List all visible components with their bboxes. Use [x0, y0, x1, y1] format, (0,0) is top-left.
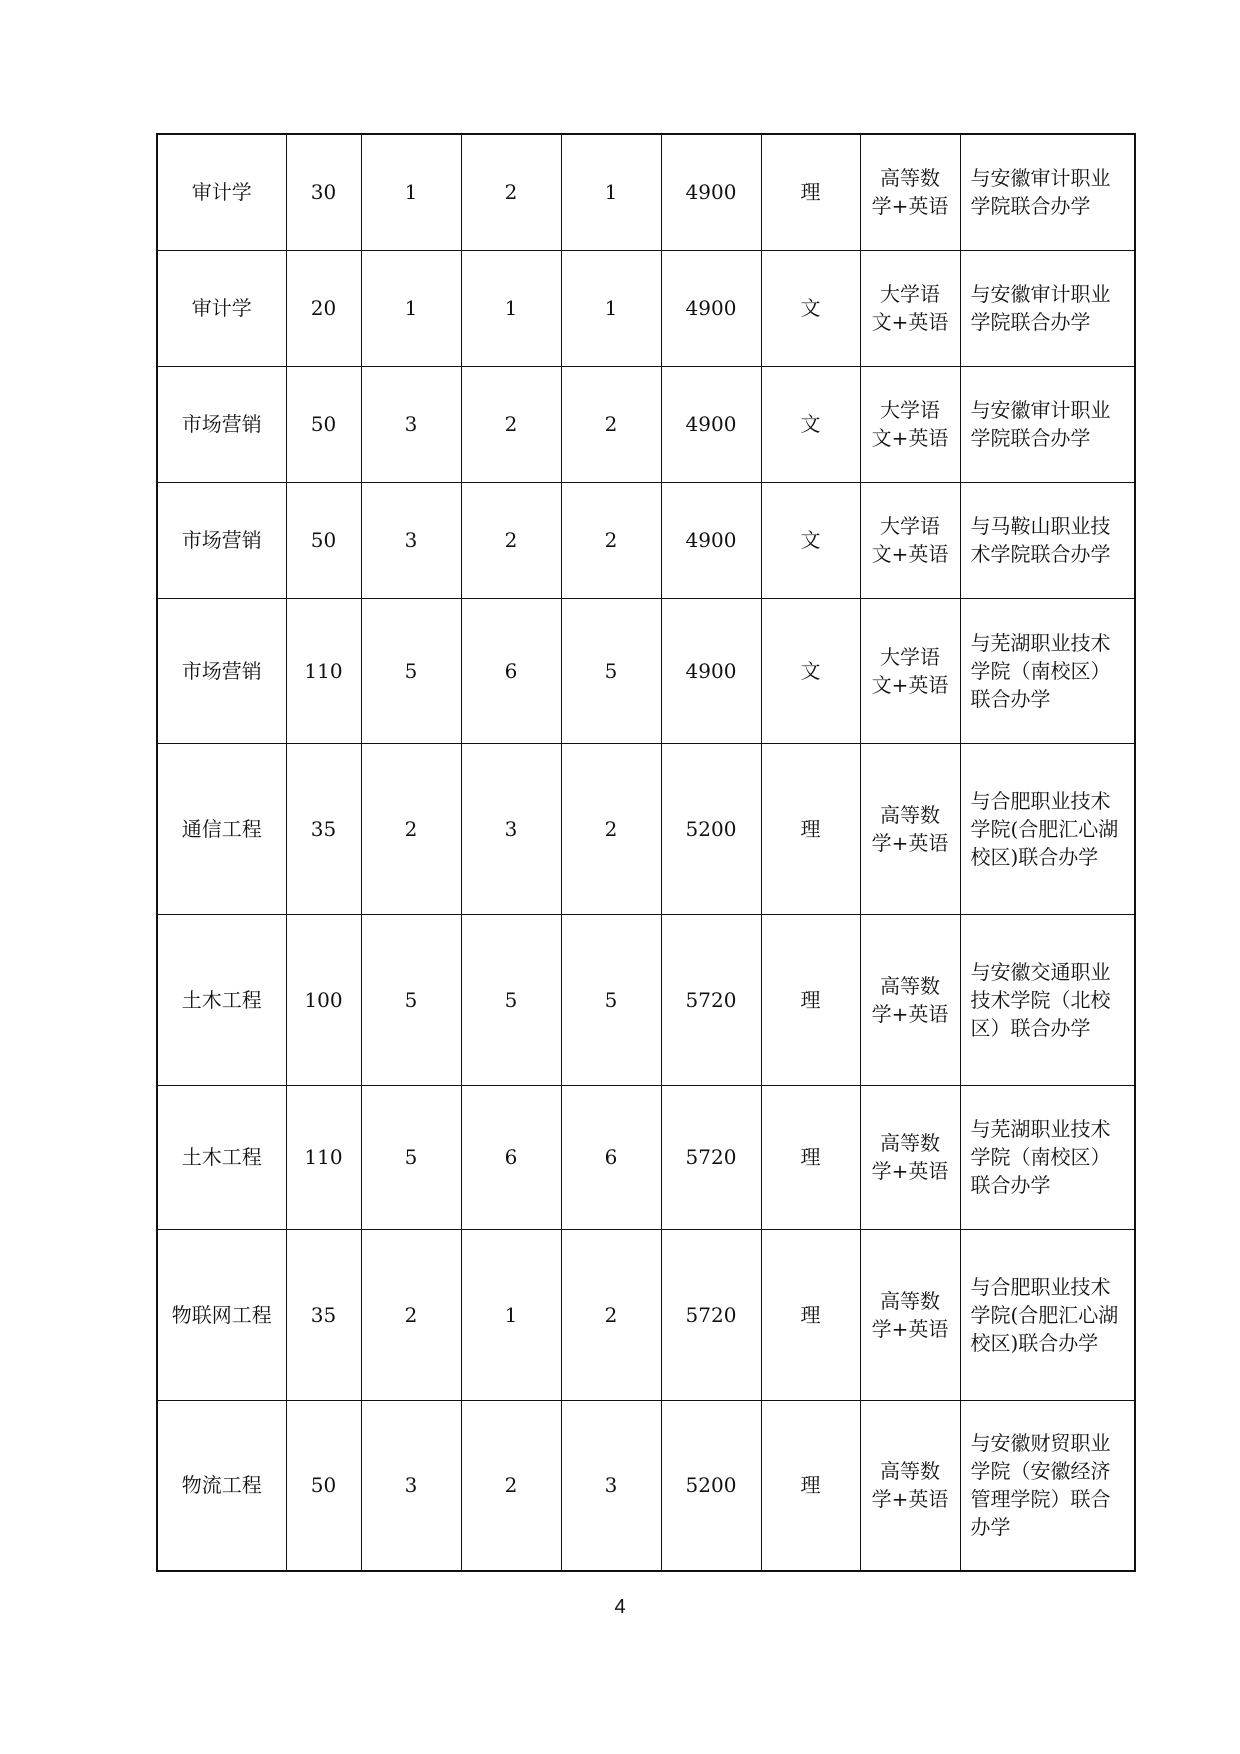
count-cell-1: 2 [361, 1229, 461, 1400]
note-cell: 与安徽交通职业技术学院（北校区）联合办学 [960, 914, 1135, 1085]
subjects-cell: 高等数学+英语 [860, 1085, 960, 1229]
plan-cell: 35 [286, 1229, 361, 1400]
note-cell: 与安徽财贸职业学院（安徽经济管理学院）联合办学 [960, 1400, 1135, 1571]
count-cell-3: 2 [561, 366, 661, 482]
plan-cell: 50 [286, 366, 361, 482]
count-cell-2: 2 [461, 134, 561, 250]
subjects-cell: 高等数学+英语 [860, 1400, 960, 1571]
table-row [157, 743, 1135, 914]
count-cell-1: 5 [361, 914, 461, 1085]
plan-cell: 110 [286, 1085, 361, 1229]
subjects-cell: 大学语文+英语 [860, 598, 960, 743]
major-cell: 市场营销 [157, 366, 286, 482]
count-cell-3: 6 [561, 1085, 661, 1229]
count-cell-1: 3 [361, 366, 461, 482]
major-cell: 市场营销 [157, 482, 286, 598]
category-cell: 文 [761, 366, 860, 482]
count-cell-3: 1 [561, 134, 661, 250]
page-number: 4 [614, 1596, 626, 1618]
count-cell-2: 1 [461, 1229, 561, 1400]
count-cell-1: 5 [361, 1085, 461, 1229]
major-cell: 物流工程 [157, 1400, 286, 1571]
plan-cell: 35 [286, 743, 361, 914]
fee-cell: 4900 [661, 482, 761, 598]
major-cell: 土木工程 [157, 914, 286, 1085]
table-row [157, 914, 1135, 1085]
note-cell: 与合肥职业技术学院(合肥汇心湖校区)联合办学 [960, 1229, 1135, 1400]
subjects-cell: 高等数学+英语 [860, 1229, 960, 1400]
subjects-cell: 高等数学+英语 [860, 134, 960, 250]
major-cell: 通信工程 [157, 743, 286, 914]
category-cell: 理 [761, 1085, 860, 1229]
category-cell: 文 [761, 250, 860, 366]
note-cell: 与马鞍山职业技术学院联合办学 [960, 482, 1135, 598]
subjects-cell: 高等数学+英语 [860, 914, 960, 1085]
category-cell: 文 [761, 482, 860, 598]
major-cell: 物联网工程 [157, 1229, 286, 1400]
count-cell-1: 3 [361, 482, 461, 598]
enrollment-table [156, 133, 1136, 1572]
count-cell-2: 6 [461, 1085, 561, 1229]
major-cell: 审计学 [157, 250, 286, 366]
table-row [157, 250, 1135, 366]
note-cell: 与安徽审计职业学院联合办学 [960, 134, 1135, 250]
count-cell-3: 5 [561, 598, 661, 743]
fee-cell: 5720 [661, 1229, 761, 1400]
count-cell-2: 2 [461, 482, 561, 598]
count-cell-3: 2 [561, 482, 661, 598]
fee-cell: 4900 [661, 598, 761, 743]
count-cell-3: 2 [561, 1229, 661, 1400]
count-cell-3: 5 [561, 914, 661, 1085]
count-cell-3: 2 [561, 743, 661, 914]
fee-cell: 5720 [661, 914, 761, 1085]
table-row [157, 366, 1135, 482]
count-cell-2: 2 [461, 1400, 561, 1571]
table-row [157, 482, 1135, 598]
count-cell-2: 3 [461, 743, 561, 914]
category-cell: 理 [761, 1229, 860, 1400]
category-cell: 理 [761, 914, 860, 1085]
table-row [157, 1229, 1135, 1400]
note-cell: 与芜湖职业技术学院（南校区）联合办学 [960, 598, 1135, 743]
major-cell: 市场营销 [157, 598, 286, 743]
table-row [157, 134, 1135, 250]
note-cell: 与芜湖职业技术学院（南校区）联合办学 [960, 1085, 1135, 1229]
fee-cell: 4900 [661, 366, 761, 482]
plan-cell: 50 [286, 482, 361, 598]
fee-cell: 4900 [661, 250, 761, 366]
table-row [157, 598, 1135, 743]
plan-cell: 110 [286, 598, 361, 743]
note-cell: 与合肥职业技术学院(合肥汇心湖校区)联合办学 [960, 743, 1135, 914]
note-cell: 与安徽审计职业学院联合办学 [960, 250, 1135, 366]
plan-cell: 20 [286, 250, 361, 366]
plan-cell: 30 [286, 134, 361, 250]
count-cell-2: 1 [461, 250, 561, 366]
count-cell-1: 5 [361, 598, 461, 743]
note-cell: 与安徽审计职业学院联合办学 [960, 366, 1135, 482]
count-cell-1: 2 [361, 743, 461, 914]
table-row [157, 1085, 1135, 1229]
fee-cell: 5200 [661, 743, 761, 914]
subjects-cell: 大学语文+英语 [860, 482, 960, 598]
subjects-cell: 高等数学+英语 [860, 743, 960, 914]
count-cell-1: 1 [361, 250, 461, 366]
fee-cell: 5720 [661, 1085, 761, 1229]
count-cell-3: 3 [561, 1400, 661, 1571]
subjects-cell: 大学语文+英语 [860, 250, 960, 366]
count-cell-3: 1 [561, 250, 661, 366]
fee-cell: 5200 [661, 1400, 761, 1571]
fee-cell: 4900 [661, 134, 761, 250]
major-cell: 土木工程 [157, 1085, 286, 1229]
category-cell: 理 [761, 134, 860, 250]
plan-cell: 50 [286, 1400, 361, 1571]
table-row [157, 1400, 1135, 1571]
plan-cell: 100 [286, 914, 361, 1085]
category-cell: 理 [761, 743, 860, 914]
category-cell: 文 [761, 598, 860, 743]
category-cell: 理 [761, 1400, 860, 1571]
count-cell-2: 2 [461, 366, 561, 482]
count-cell-2: 5 [461, 914, 561, 1085]
count-cell-2: 6 [461, 598, 561, 743]
count-cell-1: 3 [361, 1400, 461, 1571]
count-cell-1: 1 [361, 134, 461, 250]
subjects-cell: 大学语文+英语 [860, 366, 960, 482]
major-cell: 审计学 [157, 134, 286, 250]
